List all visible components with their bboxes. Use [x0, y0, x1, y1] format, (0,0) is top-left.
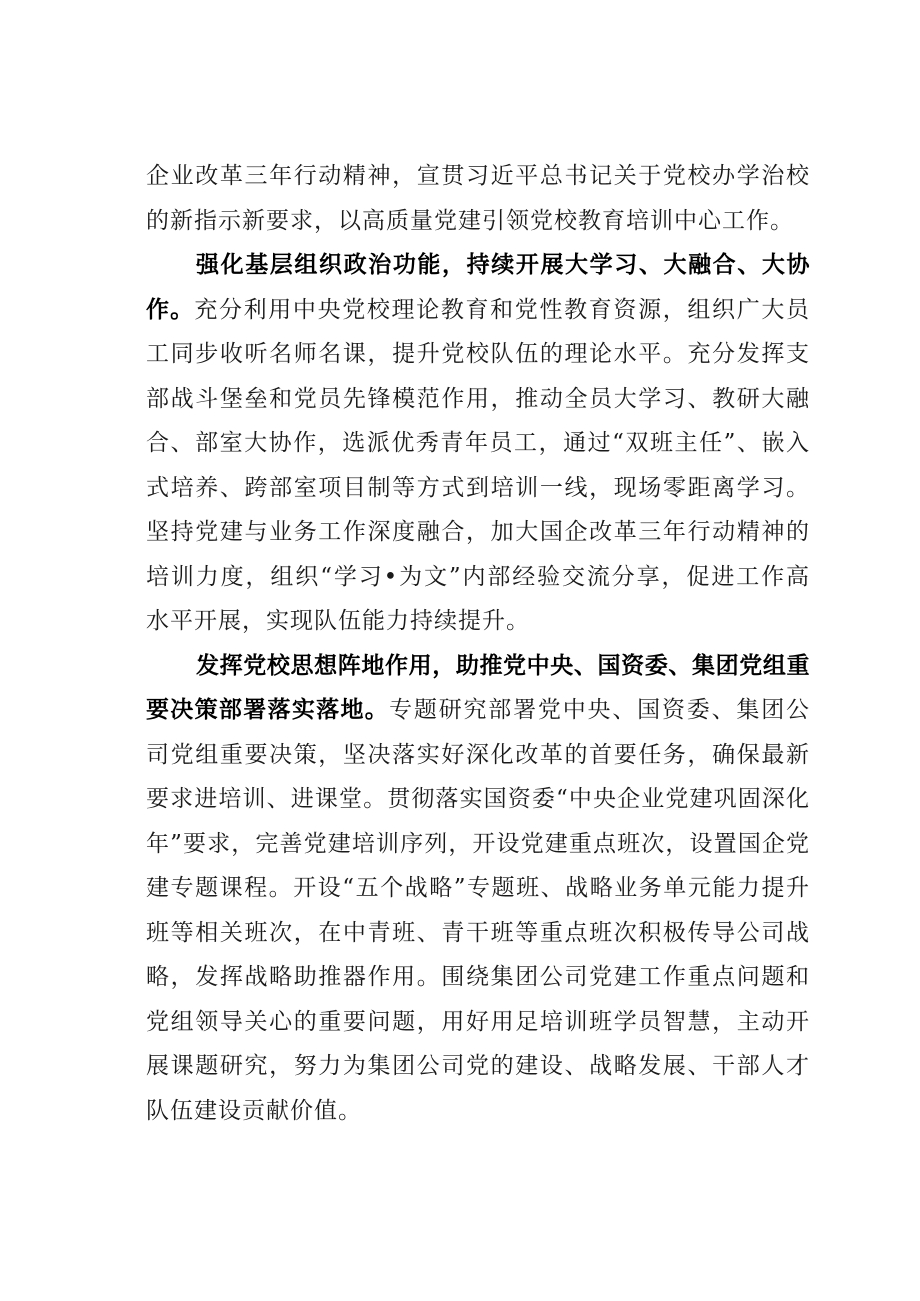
paragraph-3-heading: 发挥党校思想阵地作用，助推党中央、国资委、集团党组重要决策部署落实落地。	[146, 652, 810, 723]
paragraph-1	[146, 154, 810, 243]
paragraph-3	[146, 644, 810, 1134]
paragraph-2	[146, 243, 810, 644]
paragraph-3-text: 专题研究部署党中央、国资委、集团公司党组重要决策，坚决落实好深化改革的首要任务，确保最新要求进培训、进课堂。贯彻落实国资委“中央企业党建巩固深化年”要求，完善党建培训序列，开设党建重点班次，设置国企党建专题课程。开设“五个战略”专题班、战略业务单元能力提升班等相关班次，在中青班、青干班等重点班次积极传导公司战略，发挥战略助推器作用。围绕集团公司党建工作重点问题和党组领导关心的重要问题，用好用足培训班学员智慧，主动开展课题研究，努力为集团公司党的建设、战略发展、干部人才队伍建设贡献价值。	[146, 697, 811, 1124]
document-body	[146, 154, 810, 1133]
paragraph-2-heading: 强化基层组织政治功能，持续开展大学习、大融合、大协作。	[146, 252, 810, 323]
paragraph-2-text: 充分利用中央党校理论教育和党性教育资源，组织广大员工同步收听名师名课，提升党校队伍的理论水平。充分发挥支部战斗堡垒和党员先锋模范作用，推动全员大学习、教研大融合、部室大协作，选派优秀青年员工，通过“双班主任”、嵌入式培养、跨部室项目制等方式到培训一线，现场零距离学习。坚持党建与业务工作深度融合，加大国企改革三年行动精神的培训力度，组织“学习•为文”内部经验交流分享，促进工作高水平开展，实现队伍能力持续提升。	[146, 296, 811, 634]
paragraph-1-text: 企业改革三年行动精神，宣贯习近平总书记关于党校办学治校的新指示新要求，以高质量党建引领党校教育培训中心工作。	[146, 163, 810, 234]
